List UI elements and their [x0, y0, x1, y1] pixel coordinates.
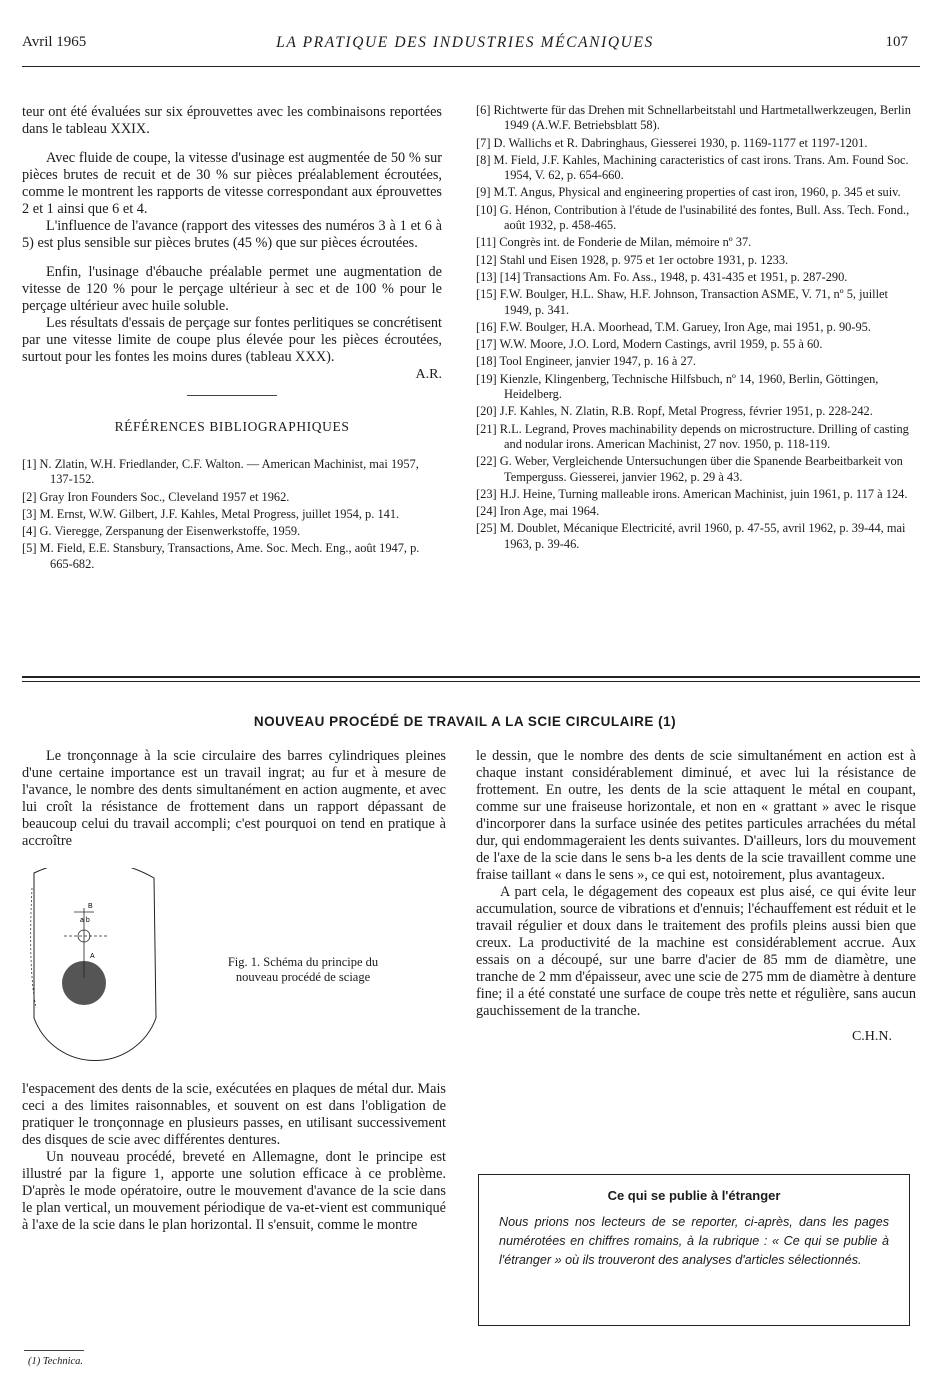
saw-principle-figure — [24, 868, 164, 1078]
article-left-intro — [22, 748, 446, 850]
reference-item: [20] J.F. Kahles, N. Zlatin, R.B. Ropf, Metal Progress, février 1951, p. 228-242. — [476, 404, 873, 419]
paragraph: Les résultats d'essais de perçage sur fontes perlitiques se concrétisent par une vitesse limite de coupe plus élevée pour les pièces écroutées, surtout pour les fontes les moins dures (tableau XXX). — [22, 315, 442, 365]
reference-item: [15] F.W. Boulger, H.L. Shaw, H.F. Johnson, Transaction ASME, V. 71, nº 5, juillet 1949, p. 341. — [476, 287, 888, 317]
header-journal-title: LA PRATIQUE DES INDUSTRIES MÉCANIQUES — [276, 34, 654, 51]
reference-item: [4] G. Vieregge, Zerspanung der Eisenwerkstoffe, 1959. — [22, 524, 301, 539]
running-header — [0, 34, 930, 58]
reference-item: [1] N. Zlatin, W.H. Friedlander, C.F. Walton. — American Machinist, mai 1957, 137-152. — [22, 457, 419, 487]
author-signature: A.R. — [415, 367, 442, 382]
paragraph: Avec fluide de coupe, la vitesse d'usinage est augmentée de 50 % sur pièces brutes de recuit et de 30 % sur pièces préalablement écroutées, comme le montrent les rapports de vitesse correspondant aux éprouvettes 2 et 1 ainsi que 6 et 4. — [22, 150, 442, 217]
right-column-references — [476, 103, 916, 554]
article-separator-bottom — [22, 681, 920, 682]
notice-title: Ce qui se publie à l'étranger — [607, 1188, 781, 1203]
paragraph: A part cela, le dégagement des copeaux est plus aisé, ce qui évite leur accumulation, source de vibrations et d'ennuis; l'échauffement est réduit et le travail régulier et doux dans le traitement des profils pleins aussi bien que creux. La productivité de la machine est considérablement accrue. Aux essais on a découpé, sur une barre d'acier de 85 mm de diamètre, une tranche de 2 mm d'épaisseur, avec une scie de 275 mm de diamètre à denture fine; il a été constaté une surface de coupe très nette et régulière, sans aucun gauchissement de la tranche. — [476, 884, 916, 1019]
reference-item: [19] Kienzle, Klingenberg, Technische Hilfsbuch, nº 14, 1960, Berlin, Göttingen, Heidelberg. — [476, 371, 879, 402]
article-signature: C.H.N. — [851, 1029, 892, 1044]
reference-item: [2] Gray Iron Founders Soc., Cleveland 1957 et 1962. — [22, 489, 290, 504]
reference-item: [25] M. Doublet, Mécanique Electricité, avril 1960, p. 47-55, avril 1962, p. 39-44, mai 1963, p. 39-46. — [476, 521, 906, 551]
reference-item: [12] Stahl und Eisen 1928, p. 975 et 1er octobre 1931, p. 1233. — [476, 252, 789, 267]
label-b-upper: B — [88, 903, 93, 910]
article-separator-top — [22, 676, 920, 678]
reference-item: [13] [14] Transactions Am. Fo. Ass., 1948, p. 431-435 et 1951, p. 287-290. — [476, 269, 848, 284]
figure-caption: Fig. 1. Schéma du principe du nouveau procédé de sciage — [227, 955, 379, 984]
reference-item: [3] M. Ernst, W.W. Gilbert, J.F. Kahles, Metal Progress, juillet 1954, p. 141. — [22, 506, 400, 521]
references-list-right — [476, 103, 916, 552]
footnote: (1) Technica. — [28, 1356, 84, 1367]
reference-item: [7] D. Wallichs et R. Dabringhaus, Giesserei 1930, p. 1169-1177 et 1197-1201. — [476, 135, 868, 150]
header-date: Avril 1965 — [22, 34, 87, 50]
paragraph: Enfin, l'usinage d'ébauche préalable permet une augmentation de vitesse de 120 % pour le perçage ultérieur à sec et de 100 % pour le perçage ultérieur avec huile soluble. — [22, 264, 442, 314]
article-right-column — [476, 748, 916, 1045]
references-list-left — [22, 457, 442, 572]
label-ab: a b — [80, 917, 90, 924]
reference-item: [23] H.J. Heine, Turning malleable irons. American Machinist, juin 1961, p. 117 à 124. — [476, 486, 908, 501]
reference-item: [18] Tool Engineer, janvier 1947, p. 16 à 27. — [476, 354, 697, 369]
reference-item: [22] G. Weber, Vergleichende Untersuchungen über die Spanende Bearbeitbarkeit von Temperguss. Giesserei, janvier 1962, p. 29 à 43. — [476, 454, 903, 484]
references-title: RÉFÉRENCES BIBLIOGRAPHIQUES — [114, 419, 350, 434]
foreign-publications-notice — [478, 1174, 910, 1326]
reference-item: [11] Congrès int. de Fonderie de Milan, mémoire nº 37. — [476, 235, 752, 250]
article-title: NOUVEAU PROCÉDÉ DE TRAVAIL A LA SCIE CIRCULAIRE (1) — [253, 714, 677, 729]
reference-item: [9] M.T. Angus, Physical and engineering properties of cast iron, 1960, p. 345 et suiv. — [476, 185, 901, 200]
page-number: 107 — [885, 34, 908, 50]
label-a-lower: A — [90, 953, 95, 960]
section-divider — [187, 395, 277, 396]
reference-item: [17] W.W. Moore, J.O. Lord, Modern Castings, avril 1959, p. 55 à 60. — [476, 337, 823, 352]
footnote-rule — [24, 1350, 84, 1351]
reference-item: [6] Richtwerte für das Drehen mit Schnellarbeitstahl und Hartmetallwerkzeugen, Berlin 1949 (A.W.F. Betriebsblatt 58). — [476, 103, 911, 133]
reference-item: [8] M. Field, J.F. Kahles, Machining caracteristics of cast irons. Trans. Am. Found Soc. 1954, V. 62, p. 654-660. — [476, 152, 909, 183]
reference-item: [21] R.L. Legrand, Proves machinability depends on microstructure. Drilling of casting and nodular irons. American Machinist, 27 nov. 1950, p. 118-119. — [476, 421, 909, 451]
paragraph: teur ont été évaluées sur six éprouvettes avec les combinaisons reportées dans le tableau XXIX. — [22, 104, 442, 137]
reference-item: [5] M. Field, E.E. Stansbury, Transactions, Ame. Soc. Mech. Eng., août 1947, p. 665-682. — [22, 541, 420, 571]
left-column-top — [22, 104, 442, 574]
reference-item: [24] Iron Age, mai 1964. — [476, 504, 600, 519]
paragraph: le dessin, que le nombre des dents de scie simultanément en action est à chaque instant considérablement diminué, et avec lui la résistance de frottement. En outre, les dents de la scie attaquent le métal en coupant, comme sur une fraiseuse horizontale, et non en « grattant » avec le risque d'incorporer dans la surface usinée des petites particules arrachées du métal dur, qui endommageraient les dents suivantes. D'ailleurs, lors du mouvement de l'axe de la scie dans le sens b-a les dents de la scie travaillent comme une fraise taillant « dans le sens », ce qui est, notoirement, plus avantageux. — [476, 748, 916, 883]
header-rule — [22, 66, 920, 67]
paragraph: Un nouveau procédé, breveté en Allemagne, dont le principe est illustré par la figure 1, apporte une solution efficace à ce problème. D'après le mode opératoire, outre le mouvement d'avance de la scie dans le plan vertical, un mouvement périodique de va-et-vient est communiqué à l'axe de la scie dans le plan horizontal. Il s'ensuit, comme le montre — [22, 1149, 446, 1233]
paragraph: l'espacement des dents de la scie, exécutées en plaques de métal dur. Mais ceci a des limites raisonnables, et souvent on est dans l'obligation de pratiquer le tronçonnage en plusieurs passes, en utilisant successivement des disques de scie avec différentes dentures. — [22, 1081, 446, 1148]
paragraph: L'influence de l'avance (rapport des vitesses des numéros 3 à 1 et 6 à 5) est plus sensible sur pièces brutes (45 %) que sur pièces écroutées. — [22, 218, 442, 251]
reference-item: [16] F.W. Boulger, H.A. Moorhead, T.M. Garuey, Iron Age, mai 1951, p. 90-95. — [476, 319, 871, 334]
notice-body: Nous prions nos lecteurs de se reporter, ci-après, dans les pages numérotées en chiffres romains, à la rubrique : « Ce qui se publie à l'étranger » où ils trouveront des analyses d'articles sélectionnés. — [499, 1215, 889, 1267]
paragraph: Le tronçonnage à la scie circulaire des barres cylindriques pleines d'une certaine importance est un travail ingrat; au fur et à mesure de l'avance, le nombre des dents simultanément en action augmente, et avec lui croît la résistance de frottement dans un rapport dépassant de beaucoup celui du travail accompli; c'est pourquoi on tend en pratique à accroître — [22, 748, 446, 849]
article-left-continued — [22, 1081, 446, 1234]
reference-item: [10] G. Hénon, Contribution à l'étude de l'usinabilité des fontes, Bull. Ass. Tech. Fond., août 1932, p. 458-465. — [476, 202, 910, 233]
